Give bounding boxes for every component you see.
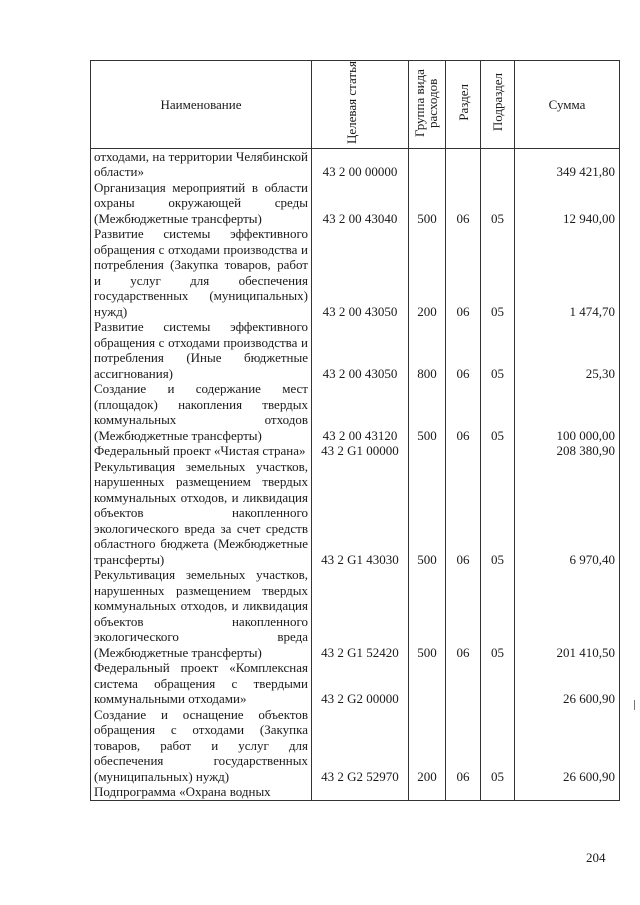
row-group xyxy=(409,443,446,459)
row-subsection: 05 xyxy=(481,180,515,227)
row-code xyxy=(312,784,409,800)
row-subsection: 05 xyxy=(481,319,515,381)
row-group: 500 xyxy=(409,381,446,443)
table-row xyxy=(91,319,620,381)
row-group xyxy=(409,660,446,707)
header-sum: Сумма xyxy=(515,61,620,149)
row-code: 43 2 00 43120 xyxy=(312,381,409,443)
row-sum: 1 474,70 xyxy=(515,226,620,319)
row-subsection xyxy=(481,660,515,707)
row-code: 43 2 G2 00000 xyxy=(312,660,409,707)
table-row xyxy=(91,180,620,227)
row-code: 43 2 00 00000 xyxy=(312,148,409,180)
budget-table xyxy=(90,60,620,801)
table-row xyxy=(91,443,620,459)
header-code xyxy=(312,61,409,149)
row-group: 500 xyxy=(409,459,446,568)
table-row xyxy=(91,459,620,568)
row-section: 06 xyxy=(446,226,481,319)
row-code: 43 2 00 43050 xyxy=(312,226,409,319)
row-section: 06 xyxy=(446,319,481,381)
page-number: 204 xyxy=(586,850,606,865)
row-group xyxy=(409,148,446,180)
row-group: 200 xyxy=(409,707,446,785)
row-name: Организация мероприятий в области охраны окружающей среды (Межбюджетные трансферты) xyxy=(91,180,312,227)
table-row xyxy=(91,381,620,443)
header-group xyxy=(409,61,446,149)
row-name: Создание и содержание мест (площадок) накопления твердых коммунальных отходов (Межбюджетные трансферты) xyxy=(91,381,312,443)
header-section-label: Раздел xyxy=(455,84,471,121)
row-code: 43 2 G2 52970 xyxy=(312,707,409,785)
header-group-label: Группа вида расходов xyxy=(412,68,440,137)
row-section xyxy=(446,784,481,800)
row-section: 06 xyxy=(446,567,481,660)
row-group: 200 xyxy=(409,226,446,319)
row-group xyxy=(409,784,446,800)
row-group: 500 xyxy=(409,567,446,660)
row-subsection: 05 xyxy=(481,707,515,785)
row-sum: 349 421,80 xyxy=(515,148,620,180)
row-name: отходами, на территории Челябинской области» xyxy=(91,148,312,180)
row-subsection: 05 xyxy=(481,567,515,660)
header-row xyxy=(91,61,620,149)
row-subsection xyxy=(481,148,515,180)
header-name: Наименование xyxy=(91,61,312,149)
row-name: Развитие системы эффективного обращения с отходами производства и потребления (Иные бюджетные ассигнования) xyxy=(91,319,312,381)
row-sum: 201 410,50 xyxy=(515,567,620,660)
header-subsection xyxy=(481,61,515,149)
row-sum: 26 600,90 xyxy=(515,707,620,785)
row-section: 06 xyxy=(446,707,481,785)
header-subsection-label: Подраздел xyxy=(490,73,505,132)
row-code: 43 2 G1 52420 xyxy=(312,567,409,660)
row-sum: 25,30 xyxy=(515,319,620,381)
table-row xyxy=(91,660,620,707)
row-subsection xyxy=(481,784,515,800)
row-subsection: 05 xyxy=(481,459,515,568)
row-name: Рекультивация земельных участков, нарушенных размещением твердых коммунальных отходов, и ликвидация объектов накопленного экологического вреда за счет средств областного бюджета (Межбюджетные трансферты) xyxy=(91,459,312,568)
row-section xyxy=(446,660,481,707)
row-section: 06 xyxy=(446,459,481,568)
row-name: Развитие системы эффективного обращения с отходами производства и потребления (Закупка товаров, работ и услуг для обеспечения государственных (муниципальных) нужд) xyxy=(91,226,312,319)
row-section: 06 xyxy=(446,180,481,227)
row-section xyxy=(446,443,481,459)
row-subsection: 05 xyxy=(481,226,515,319)
row-sum: 100 000,00 xyxy=(515,381,620,443)
row-code: 43 2 G1 00000 xyxy=(312,443,409,459)
row-section: 06 xyxy=(446,381,481,443)
table-row xyxy=(91,567,620,660)
row-code: 43 2 00 43040 xyxy=(312,180,409,227)
table-row xyxy=(91,226,620,319)
row-subsection: 05 xyxy=(481,381,515,443)
row-sum: 6 970,40 xyxy=(515,459,620,568)
row-name: Рекультивация земельных участков, нарушенных размещением твердых коммунальных отходов, и ликвидация объектов накопленного экологического вреда (Межбюджетные трансферты) xyxy=(91,567,312,660)
row-code: 43 2 G1 43030 xyxy=(312,459,409,568)
row-name: Федеральный проект «Чистая страна» xyxy=(91,443,312,459)
table-row xyxy=(91,784,620,800)
row-group: 800 xyxy=(409,319,446,381)
row-section xyxy=(446,148,481,180)
row-name: Федеральный проект «Комплексная система обращения с твердыми коммунальными отходами» xyxy=(91,660,312,707)
row-sum: 12 940,00 xyxy=(515,180,620,227)
row-name: Подпрограмма «Охрана водных xyxy=(91,784,312,800)
row-group: 500 xyxy=(409,180,446,227)
header-code-label: Целевая статья xyxy=(344,61,359,145)
row-sum: 26 600,90 xyxy=(515,660,620,707)
header-section xyxy=(446,61,481,149)
row-subsection xyxy=(481,443,515,459)
row-name: Создание и оснащение объектов обращения с отходами (Закупка товаров, работ и услуг для обеспечения государственных (муниципальных) нужд) xyxy=(91,707,312,785)
row-sum xyxy=(515,784,620,800)
table-row xyxy=(91,707,620,785)
row-sum: 208 380,90 xyxy=(515,443,620,459)
table-row xyxy=(91,148,620,180)
scan-mark xyxy=(634,700,635,710)
row-code: 43 2 00 43050 xyxy=(312,319,409,381)
